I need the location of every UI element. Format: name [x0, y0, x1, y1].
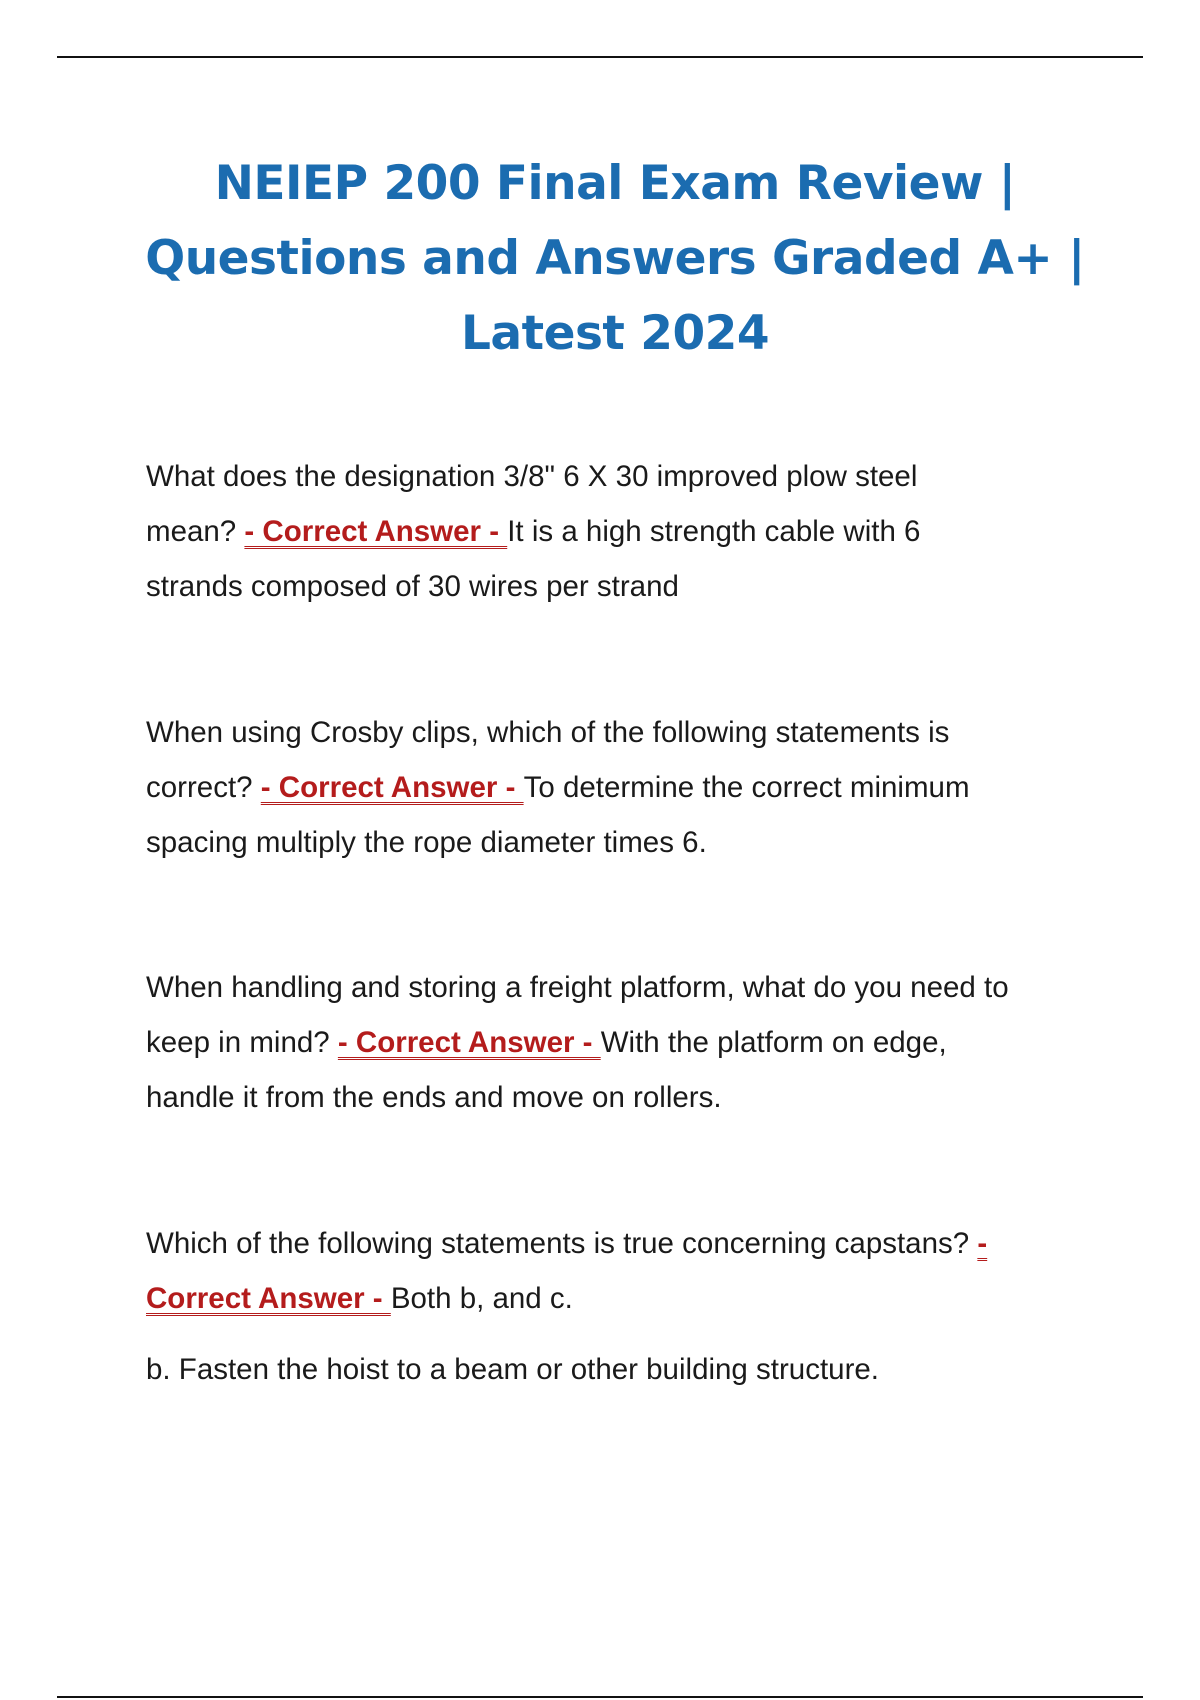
qa-item-4 [146, 1216, 1106, 1326]
correct-answer-marker: - Correct Answer - [337, 1026, 601, 1059]
title-line: NEIEP 200 Final Exam Review | [214, 156, 1016, 211]
answer-text: It is a high strength cable with 6 [507, 515, 921, 548]
question-text: correct? [146, 771, 261, 804]
title-line: Latest 2024 [460, 306, 770, 361]
answer-text: handle it from the ends and move on rollers. [146, 1081, 722, 1114]
question-text: Which of the following statements is true concerning capstans? [146, 1227, 978, 1260]
title-line: Questions and Answers Graded A+ | [145, 231, 1085, 286]
answer-text: With the platform on edge, [600, 1026, 947, 1059]
option-b: b. Fasten the hoist to a beam or other building structure. [146, 1353, 879, 1386]
correct-answer-marker: Correct Answer - [146, 1282, 391, 1315]
footer-rule [57, 1696, 1143, 1698]
document-title [120, 146, 1110, 371]
question-text: What does the designation 3/8" 6 X 30 improved plow steel [146, 460, 918, 493]
qa-item-2 [146, 705, 1106, 870]
correct-answer-marker: - [977, 1227, 988, 1260]
answer-text: spacing multiply the rope diameter times 6. [146, 826, 707, 859]
question-text: When handling and storing a freight platform, what do you need to [146, 971, 1009, 1004]
question-text: When using Crosby clips, which of the following statements is [146, 716, 950, 749]
correct-answer-marker: - Correct Answer - [244, 515, 508, 548]
header-rule [57, 56, 1143, 58]
answer-text: Both b, and c. [390, 1282, 573, 1315]
qa-item-3 [146, 960, 1106, 1125]
question-text: mean? [146, 515, 245, 548]
answer-text: strands composed of 30 wires per strand [146, 570, 679, 603]
answer-text: To determine the correct minimum [523, 771, 970, 804]
correct-answer-marker: - Correct Answer - [260, 771, 524, 804]
qa-item-1 [146, 449, 1106, 614]
question-text: keep in mind? [146, 1026, 338, 1059]
